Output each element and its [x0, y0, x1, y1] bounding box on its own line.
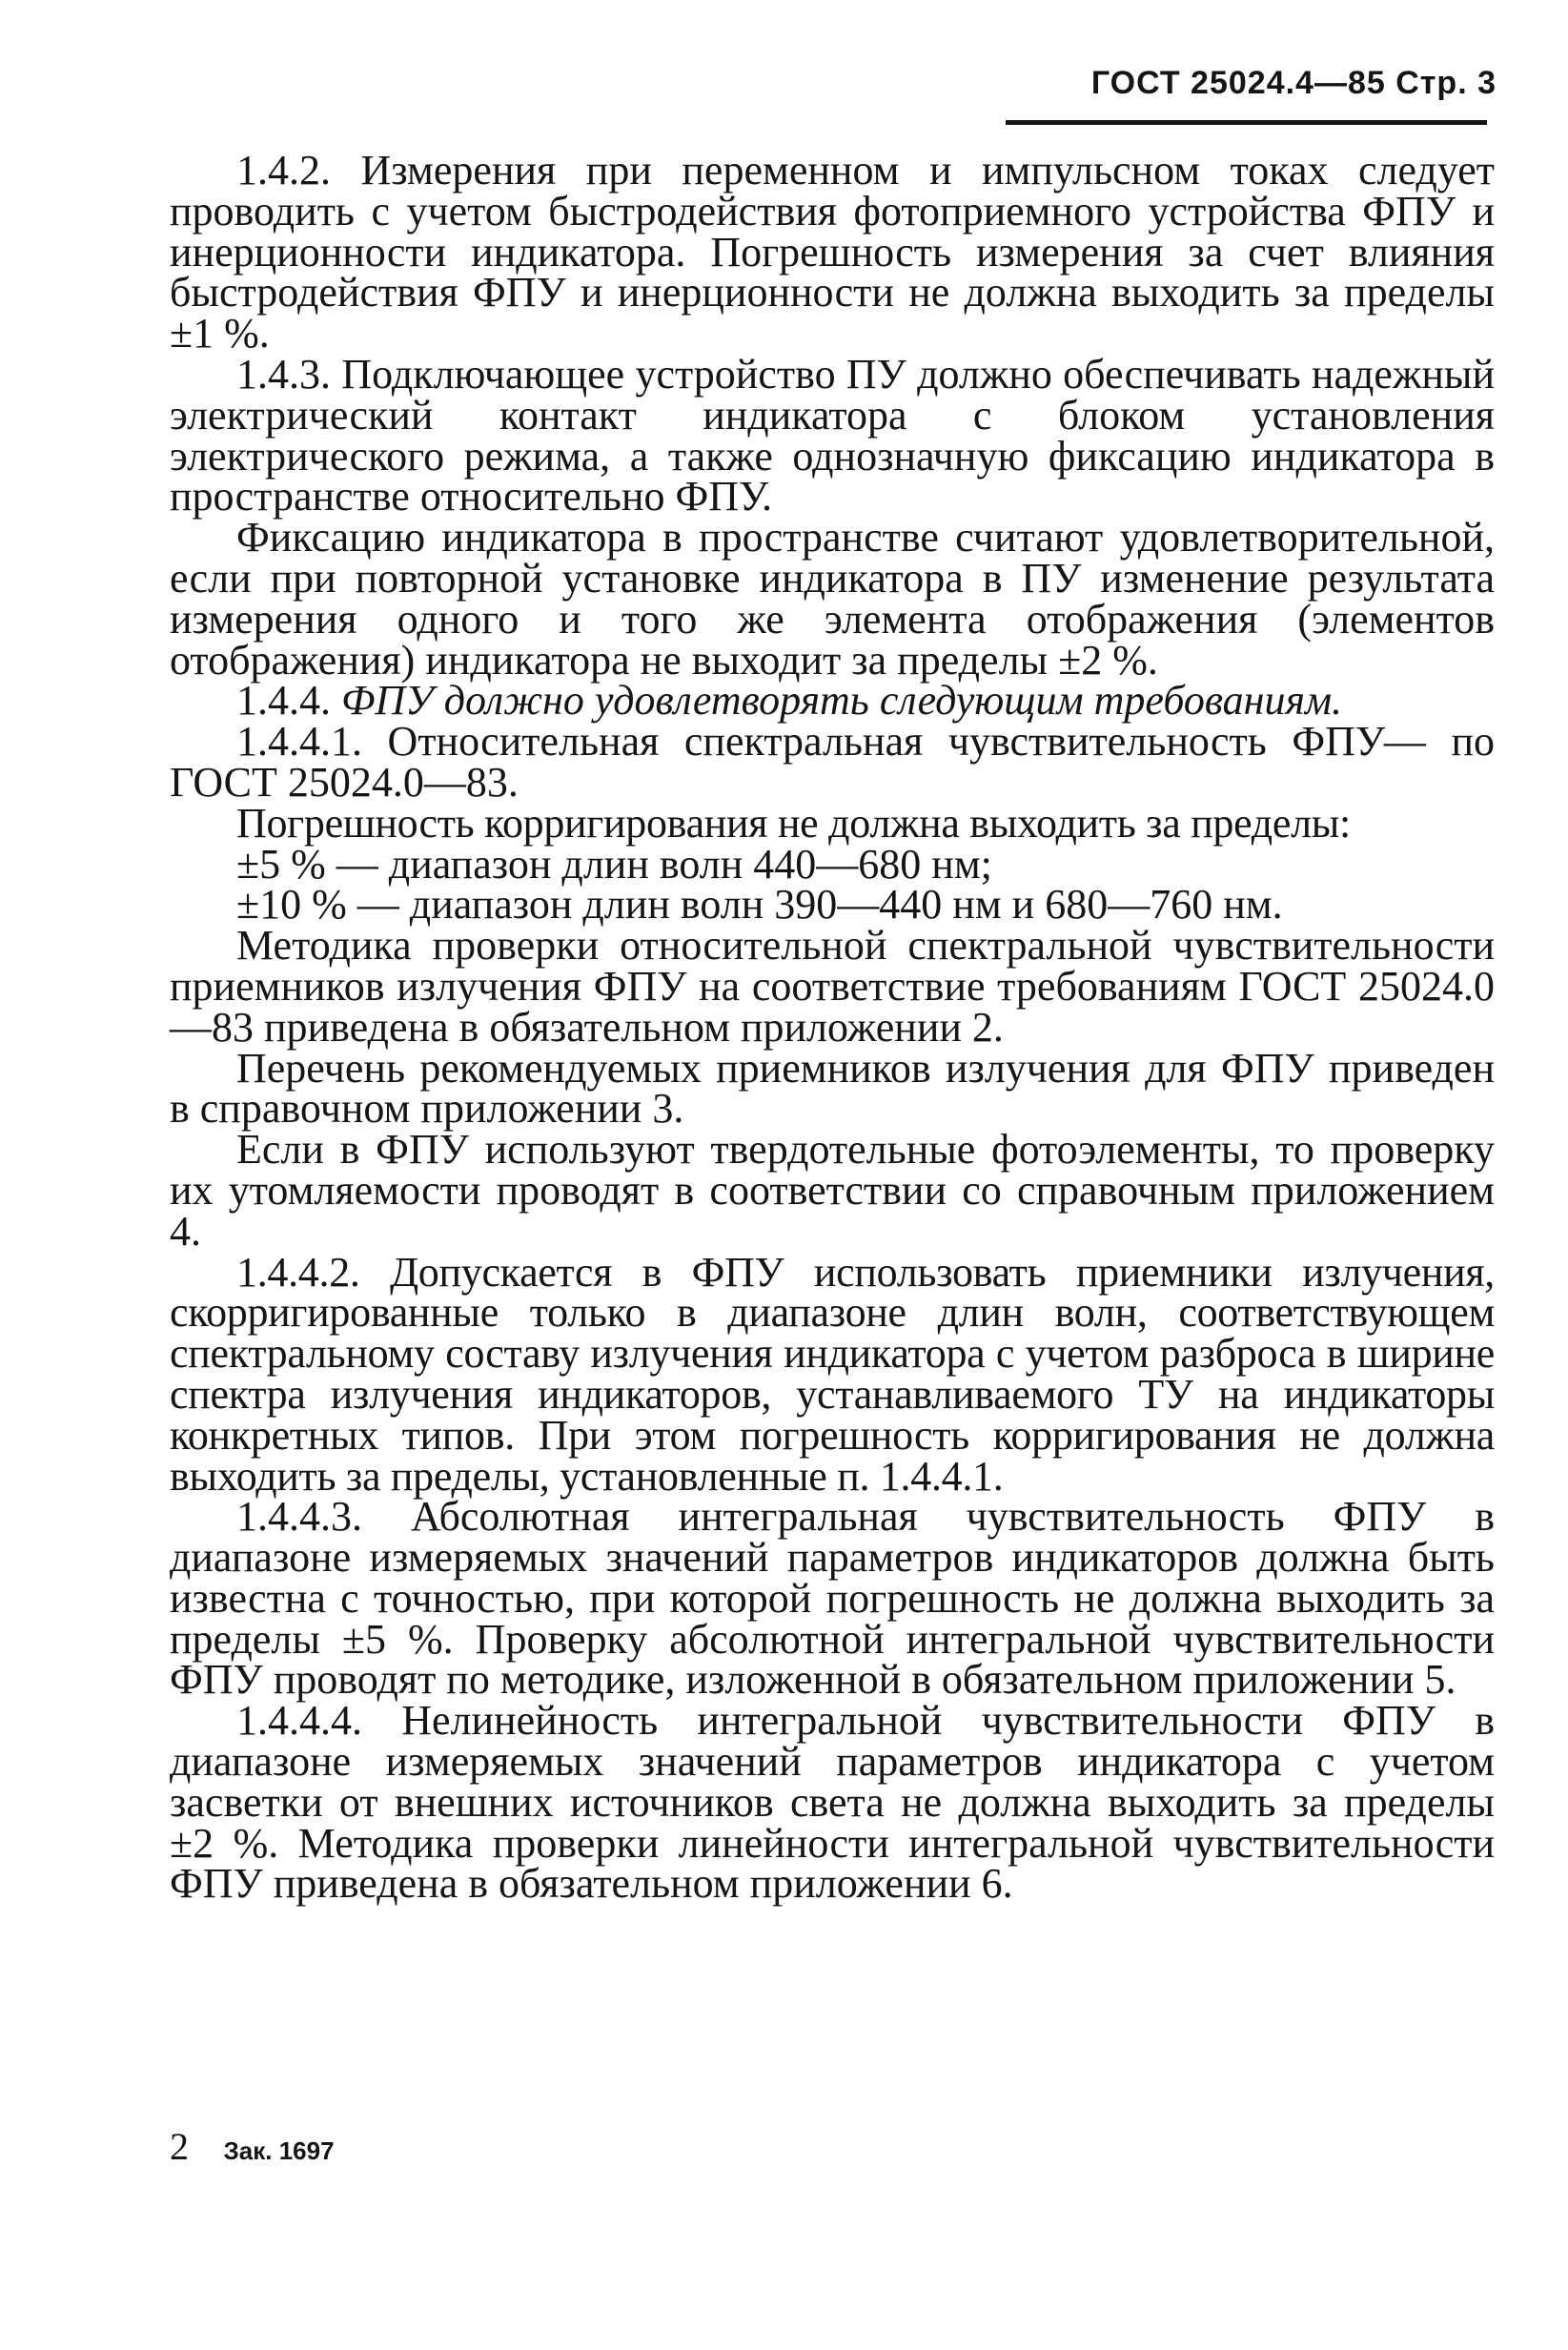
paragraph-1-4-4-3: 1.4.4.3. Абсолютная интегральная чувствительность ФПУ в диапазоне измеряемых значений параметров индикаторов должна быть известна с точностью, при которой погрешность не должна выходить за пределы ±5 %. Проверку абсолютной интегральной чувствительности ФПУ проводят по методике, изложенной в обязательном приложении 5.	[170, 1493, 1495, 1704]
paragraph-range-10-percent: ±10 % — диапазон длин волн 390—440 нм и 680—760 нм.	[236, 881, 1283, 929]
paragraph-1-4-4-2: 1.4.4.2. Допускается в ФПУ использовать приемники излучения, скорригированные только в диапазоне длин волн, соответствующем спектральному составу излучения индикатора с учетом разброса в ширине спектра излучения индикаторов, устанавливаемого ТУ на индикаторы конкретных типов. При этом погрешность корригирования не должна выходить за пределы, установленные п. 1.4.4.1.	[170, 1248, 1495, 1500]
paragraph-range-5-percent: ±5 % — диапазон длин волн 440—680 нм;	[236, 840, 992, 888]
clause-number: 1.4.4.	[236, 677, 331, 725]
paragraph-fixation: Фиксацию индикатора в пространстве считают удовлетворительной, если при повторной установке индикатора в ПУ изменение результата измерения одного и того же элемента отображения (элементов отображения) индикатора не выходит за пределы ±2 %.	[170, 514, 1495, 684]
document-body	[170, 147, 1495, 1908]
paragraph-1-4-4-4: 1.4.4.4. Нелинейность интегральной чувствительности ФПУ в диапазоне измеряемых значений параметров индикатора с учетом засветки от внешних источников света не должна выходить за пределы ±2 %. Методика проверки линейности интегральной чувствительности ФПУ приведена в обязательном приложении 6.	[170, 1697, 1495, 1908]
paragraph-1-4-4	[170, 677, 1495, 725]
page-footer	[170, 2124, 335, 2169]
clause-heading: ФПУ должно удовлетворять следующим требованиям.	[341, 677, 1343, 725]
paragraph-correction-limits: Погрешность корригирования не должна выходить за пределы:	[236, 799, 1351, 847]
paragraph-1-4-2: 1.4.2. Измерения при переменном и импульсном токах следует проводить с учетом быстродействия фотоприемного устройства ФПУ и инерционности индикатора. Погрешность измерения за счет влияния быстродействия ФПУ и инерционности не должна выходить за пределы ±1 %.	[170, 147, 1495, 358]
page-header	[982, 65, 1497, 112]
signature-mark: 2	[170, 2125, 189, 2168]
paragraph-1-4-4-1: 1.4.4.1. Относительная спектральная чувствительность ФПУ— по ГОСТ 25024.0—83.	[170, 718, 1495, 806]
paragraph-method-appendix-2: Методика проверки относительной спектральной чувствительности приемников излучения ФПУ на соответствие требованиям ГОСТ 25024.0—83 приведена в обязательном приложении 2.	[170, 922, 1495, 1051]
paragraph-appendix-3: Перечень рекомендуемых приемников излучения для ФПУ приведен в справочном приложении 3.	[170, 1044, 1495, 1133]
paragraph-1-4-3: 1.4.3. Подключающее устройство ПУ должно обеспечивать надежный электрический контакт индикатора с блоком установления электрического режима, а также однозначную фиксацию индикатора в пространстве относительно ФПУ.	[170, 350, 1495, 521]
paragraph-appendix-4: Если в ФПУ используют твердотельные фотоэлементы, то проверку их утомляемости проводят в соответствии со справочным приложением 4.	[170, 1126, 1495, 1255]
running-head: ГОСТ 25024.4—85 Стр. 3	[1090, 65, 1497, 101]
order-number: Зак. 1697	[223, 2136, 335, 2165]
header-rule	[1006, 120, 1487, 125]
